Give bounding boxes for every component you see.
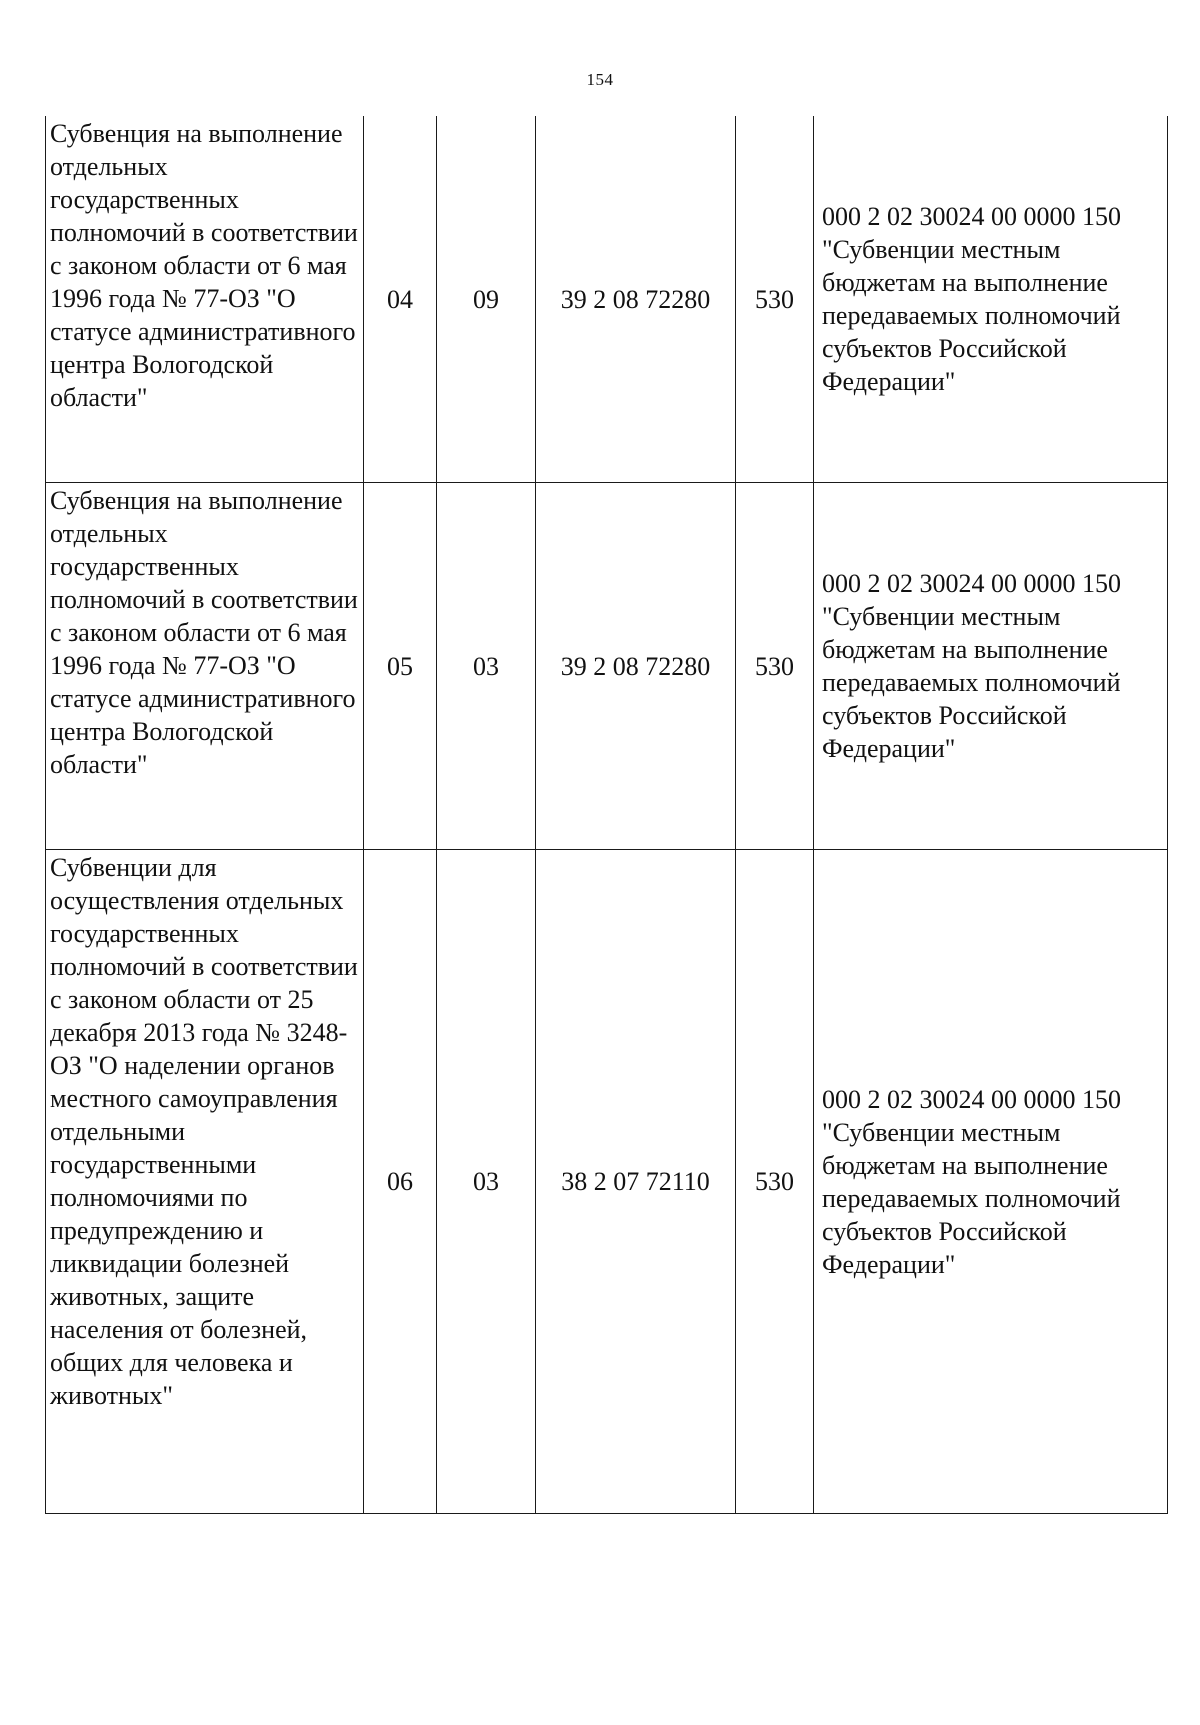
row-description: Субвенции для осуществления отдельных государственных полномочий в соответствии с законом области от 25 декабря 2013 года № 3248-ОЗ "О наделении органов местного самоуправления отдельными государственными полномочиями по предупреждению и ликвидации болезней животных, защите населения от болезней, общих для человека и животных" xyxy=(46,850,364,1514)
row-description: Субвенция на выполнение отдельных государственных полномочий в соответствии с законом области от 6 мая 1996 года № 77-ОЗ "О статусе административного центра Вологодской области" xyxy=(46,116,364,483)
row-subsection: 03 xyxy=(437,850,536,1514)
row-target-article: 39 2 08 72280 xyxy=(536,483,736,850)
row-expense-type: 530 xyxy=(736,483,814,850)
row-description: Субвенция на выполнение отдельных государственных полномочий в соответствии с законом области от 6 мая 1996 года № 77-ОЗ "О статусе административного центра Вологодской области" xyxy=(46,483,364,850)
table-row xyxy=(46,116,1168,483)
row-target-article: 39 2 08 72280 xyxy=(536,116,736,483)
row-expense-type: 530 xyxy=(736,850,814,1514)
budget-table xyxy=(45,116,1168,1514)
row-subsection: 09 xyxy=(437,116,536,483)
row-section: 04 xyxy=(364,116,437,483)
row-subsection: 03 xyxy=(437,483,536,850)
row-section: 06 xyxy=(364,850,437,1514)
table-row xyxy=(46,483,1168,850)
row-revenue-code-note: 000 2 02 30024 00 0000 150 "Субвенции местным бюджетам на выполнение передаваемых полномочий субъектов Российской Федерации" xyxy=(814,850,1168,1514)
table-row xyxy=(46,850,1168,1514)
row-section: 05 xyxy=(364,483,437,850)
row-revenue-code-note: 000 2 02 30024 00 0000 150 "Субвенции местным бюджетам на выполнение передаваемых полномочий субъектов Российской Федерации" xyxy=(814,483,1168,850)
row-expense-type: 530 xyxy=(736,116,814,483)
row-target-article: 38 2 07 72110 xyxy=(536,850,736,1514)
page-number: 154 xyxy=(586,70,614,89)
row-revenue-code-note: 000 2 02 30024 00 0000 150 "Субвенции местным бюджетам на выполнение передаваемых полномочий субъектов Российской Федерации" xyxy=(814,116,1168,483)
